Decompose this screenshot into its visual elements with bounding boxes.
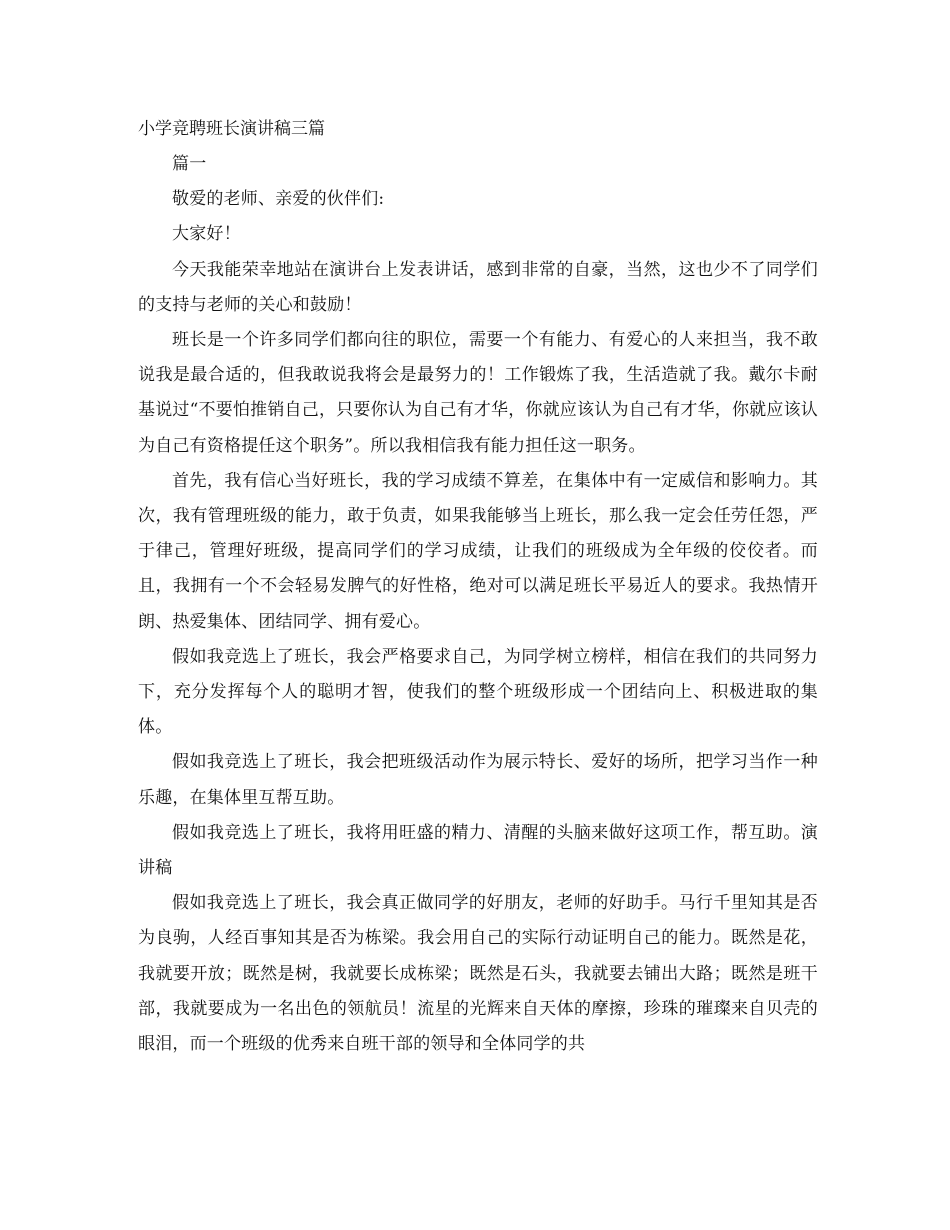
paragraph: 假如我竞选上了班长，我会把班级活动作为展示特长、爱好的场所，把学习当作一种乐趣，在集体里互帮互助。	[138, 752, 818, 808]
paragraph: 假如我竞选上了班长，我将用旺盛的精力、清醒的头脑来做好这项工作，帮互助。演讲稿	[138, 822, 818, 879]
greeting: 大家好！	[172, 224, 241, 245]
document-body	[138, 112, 818, 1062]
salutation: 敬爱的老师、亲爱的伙伴们:	[172, 189, 385, 210]
paragraph: 假如我竞选上了班长，我会严格要求自己，为同学树立榜样，相信在我们的共同努力下，充分发挥每个人的聪明才智，使我们的整个班级形成一个团结向上、积极进取的集体。	[138, 646, 818, 738]
paragraph: 今天我能荣幸地站在演讲台上发表讲话，感到非常的自豪，当然，这也少不了同学们的支持与老师的关心和鼓励！	[138, 259, 818, 315]
paragraph: 假如我竞选上了班长，我会真正做同学的好朋友，老师的好助手。马行千里知其是否为良驹，人经百事知其是否为栋梁。我会用自己的实际行动证明自己的能力。既然是花，我就要开放；既然是树，我就要长成栋梁；既然是石头，我就要去铺出大路；既然是班干部，我就要成为一名出色的领航员！流星的光辉来自天体的摩擦，珍珠的璀璨来自贝壳的眼泪，而一个班级的优秀来自班干部的领导和全体同学的共	[138, 893, 818, 1055]
paragraph: 班长是一个许多同学们都向往的职位，需要一个有能力、有爱心的人来担当，我不敢说我是最合适的，但我敢说我将会是最努力的！工作锻炼了我，生活造就了我。戴尔卡耐基说过“不要怕推销自己，只要你认为自己有才华，你就应该认为自己有才华，你就应该认为自己有资格提任这个职务”。所以我相信我有能力担任这一职务。	[138, 330, 818, 456]
document-title: 小学竞聘班长演讲稿三篇	[138, 119, 325, 139]
section-heading: 篇一	[172, 154, 207, 174]
paragraph: 首先，我有信心当好班长，我的学习成绩不算差，在集体中有一定威信和影响力。其次，我有管理班级的能力，敢于负责，如果我能够当上班长，那么我一定会任劳任怨，严于律己，管理好班级，提高同学们的学习成绩，让我们的班级成为全年级的佼佼者。而且，我拥有一个不会轻易发脾气的好性格，绝对可以满足班长平易近人的要求。我热情开朗、热爱集体、团结同学、拥有爱心。	[138, 470, 818, 632]
